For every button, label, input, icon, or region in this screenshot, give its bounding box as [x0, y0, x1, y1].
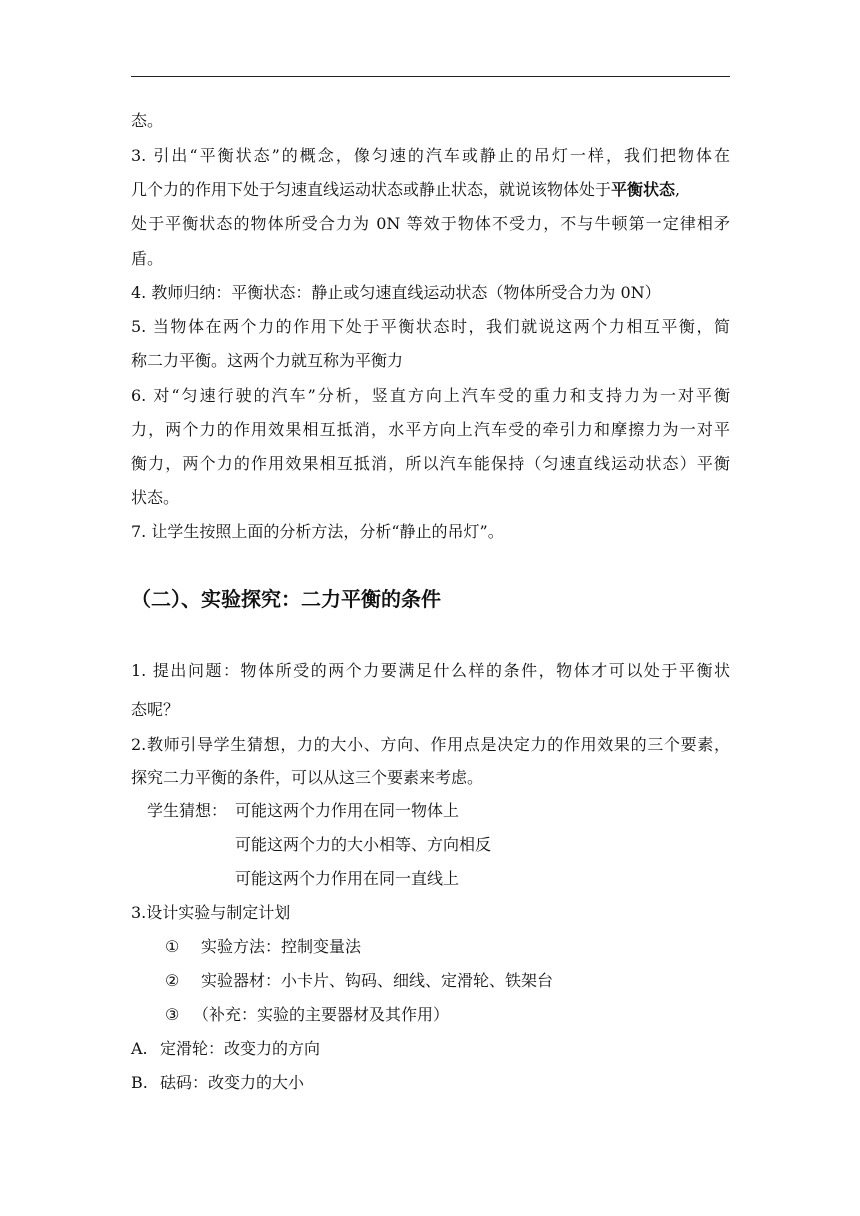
header-rule: [131, 76, 730, 77]
guess-label: 学生猜想：: [147, 801, 228, 820]
text-line: 处于平衡状态的物体所受合力为 0N 等效于物体不受力，不与牛顿第一定律相矛: [131, 214, 730, 233]
text-line: 1. 提出问题：物体所受的两个力要满足什么样的条件，物体才可以处于平衡状: [131, 661, 730, 680]
text-line: 3. 引出“平衡状态”的概念，像匀速的汽车或静止的吊灯一样，我们把物体在: [131, 146, 730, 165]
guess-item: 可能这两个力作用在同一物体上: [235, 801, 460, 820]
guess-item: 可能这两个力的大小相等、方向相反: [235, 835, 492, 854]
text-line: 探究二力平衡的条件，可以从这三个要素来考虑。: [131, 768, 484, 787]
bold-term: 平衡状态: [611, 180, 676, 199]
text-line: 7. 让学生按照上面的分析方法，分析“静止的吊灯”。: [131, 522, 504, 541]
text-span: 几个力的作用下处于匀速直线运动状态或静止状态，就说该物体处于: [131, 180, 612, 199]
text-line: 4. 教师归纳：平衡状态：静止或匀速直线运动状态（物体所受合力为 0N）: [131, 283, 661, 302]
guess-item: 可能这两个力作用在同一直线上: [235, 869, 460, 888]
text-line: 衡力，两个力的作用效果相互抵消，所以汽车能保持（匀速直线运动状态）平衡: [131, 454, 730, 473]
list-number: ②: [165, 971, 180, 990]
list-item: 砝码：改变力的大小: [160, 1073, 305, 1092]
list-item: 定滑轮：改变力的方向: [160, 1039, 321, 1058]
list-label: A.: [131, 1039, 148, 1058]
text-line: 3.设计实验与制定计划: [131, 903, 291, 922]
list-item: 实验方法：控制变量法: [201, 937, 362, 956]
list-number: ①: [165, 937, 180, 956]
text-line: 状态。: [131, 488, 180, 507]
section-heading: （二）、实验探究：二力平衡的条件: [131, 587, 441, 611]
text-line: 态呢？: [131, 700, 180, 719]
text-line: 2.教师引导学生猜想，力的大小、方向、作用点是决定力的作用效果的三个要素，: [131, 735, 730, 754]
list-label: B.: [131, 1073, 148, 1092]
text-line: 态。: [131, 111, 164, 130]
text-line: 盾。: [131, 249, 164, 268]
list-item: 实验器材：小卡片、钩码、细线、定滑轮、铁架台: [201, 971, 554, 990]
list-number: ③: [165, 1005, 180, 1024]
text-line: 6. 对“匀速行驶的汽车”分析，竖直方向上汽车受的重力和支持力为一对平衡: [131, 386, 730, 405]
text-line: [131, 180, 730, 200]
text-span: ,: [675, 180, 681, 199]
text-line: 5. 当物体在两个力的作用下处于平衡状态时，我们就说这两个力相互平衡，简: [131, 317, 730, 336]
list-item: （补充：实验的主要器材及其作用）: [193, 1005, 450, 1024]
text-line: 称二力平衡。这两个力就互称为平衡力: [131, 351, 404, 370]
text-line: 力，两个力的作用效果相互抵消，水平方向上汽车受的牵引力和摩擦力为一对平: [131, 420, 730, 439]
